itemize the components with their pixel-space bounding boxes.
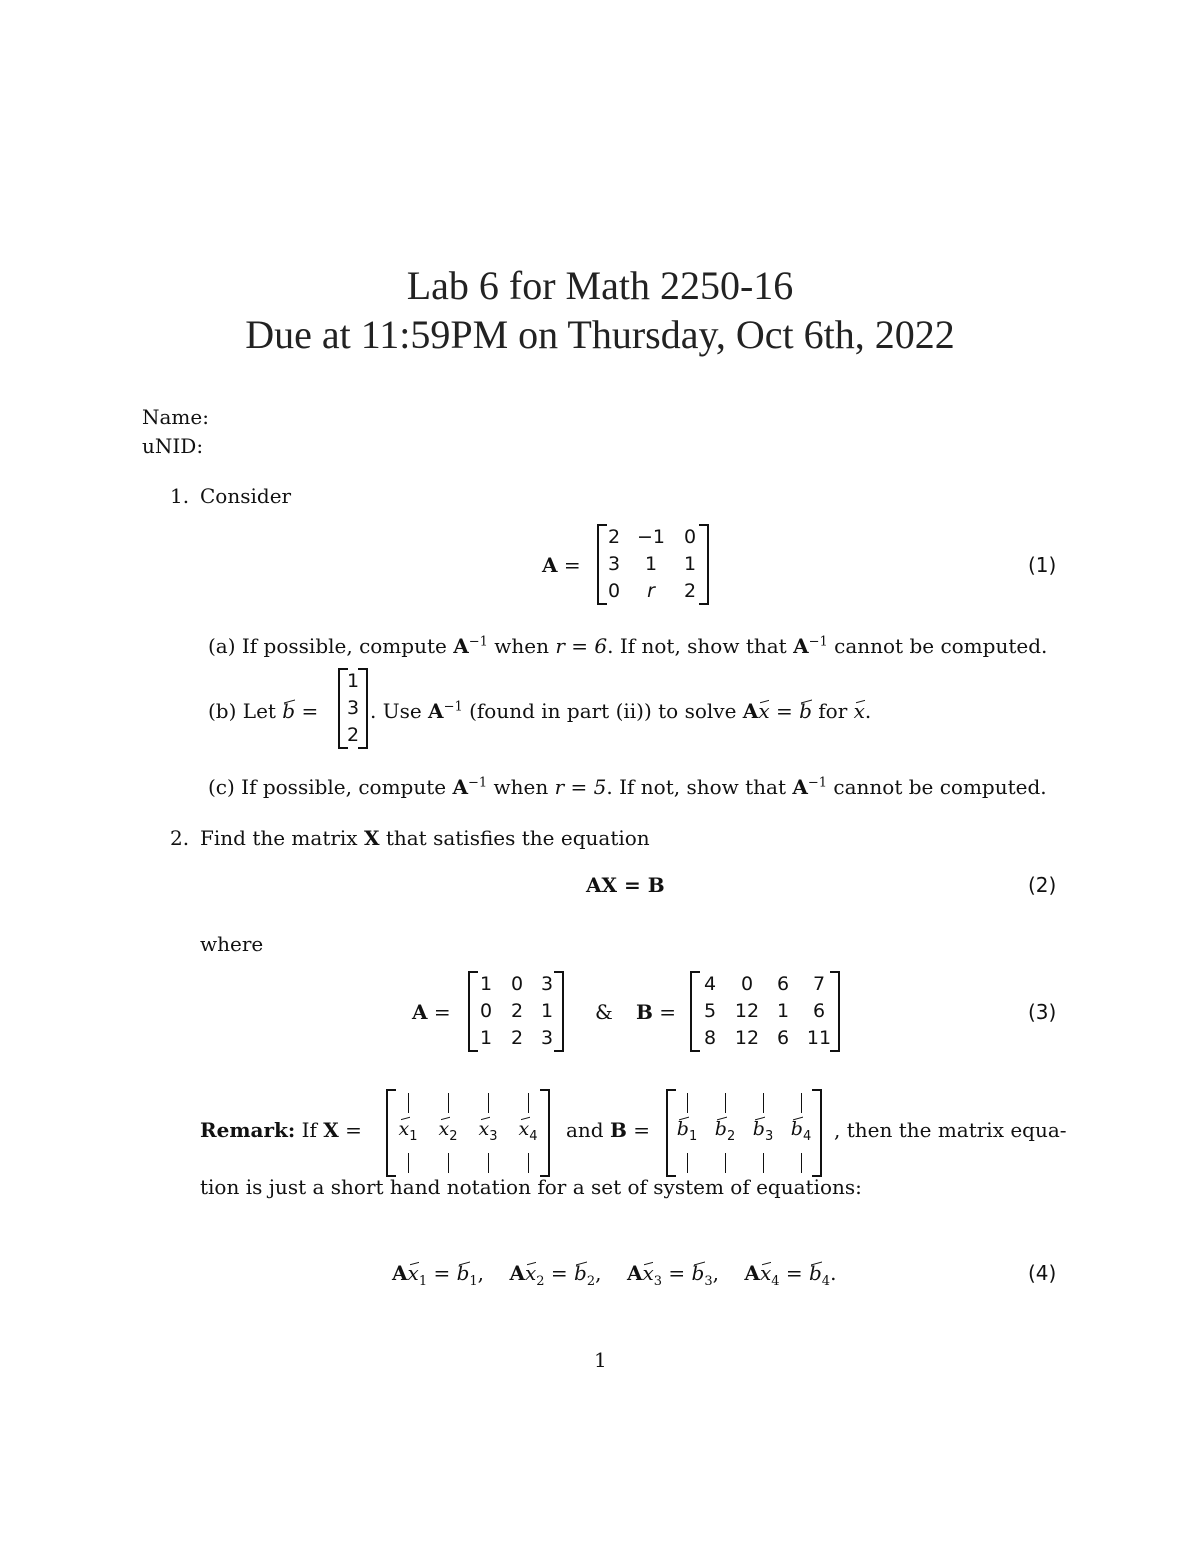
q2-number: 2.	[170, 826, 190, 850]
q2-intro-rest: that satisfies the equation	[385, 826, 650, 850]
part-c-text-1: If possible, compute	[241, 775, 447, 799]
title-line-2: Due at 11:59PM on Thursday, Oct 6th, 2022	[245, 312, 955, 357]
part-a-text-1: If possible, compute	[241, 634, 447, 658]
part-b-rest: . Use $A^{-1}$ (found in part (ii)) to solve Ax = b for x.	[370, 699, 872, 723]
title-line-1: Lab 6 for Math 2250-16	[406, 263, 794, 308]
matrix-cell: 4	[703, 973, 717, 995]
matrix-a-q1	[597, 524, 709, 605]
period: .	[864, 699, 872, 723]
part-a-text-4: cannot be computed.	[834, 634, 1048, 658]
remark-and-text: and	[566, 1118, 604, 1142]
part-a: (a) If possible, compute $A^{-1}$ when r = 6. If not, show that $A^{-1}$ cannot be computed.	[208, 634, 1048, 658]
matrix-b-q2	[690, 971, 840, 1052]
q1-intro: Consider	[200, 484, 292, 508]
matrix-cell: 12	[734, 1027, 760, 1049]
q1-matrix-lhs: A =	[542, 553, 581, 577]
matrix-cell: 8	[703, 1027, 717, 1049]
part-c-condition: r = 5	[554, 775, 607, 799]
q1-number: 1.	[170, 484, 190, 508]
vector-b	[338, 668, 368, 749]
matrix-cell: 3	[607, 553, 621, 575]
equation-number-3: (3)	[1028, 1000, 1057, 1024]
matrix-cell: 3	[540, 1027, 554, 1049]
part-c: (c) If possible, compute $A^{-1}$ when r = 5. If not, show that $A^{-1}$ cannot be computed.	[208, 775, 1047, 799]
vector-cell: 1	[346, 670, 360, 692]
part-b-let: Let	[242, 699, 276, 723]
equation-ax-b: AX = B	[586, 873, 665, 897]
matrix-cell: −1	[636, 526, 665, 548]
matrix-cell: 2	[510, 1027, 524, 1049]
equation-number-1: (1)	[1028, 553, 1057, 577]
matrix-cell: 6	[776, 1027, 790, 1049]
matrix-cell: r	[647, 580, 655, 602]
remark-if: If	[301, 1118, 317, 1142]
where-label: where	[200, 932, 264, 956]
matrix-cell: 6	[812, 1000, 826, 1022]
name-label: Name:	[142, 405, 209, 429]
matrix-cell: 12	[734, 1000, 760, 1022]
matrix-cell: 2	[683, 580, 697, 602]
equals-sign: =	[301, 699, 319, 723]
part-a-text-3: . If not, show that	[607, 634, 787, 658]
part-c-text-3: . If not, show that	[606, 775, 786, 799]
matrix-cell: 0	[607, 580, 621, 602]
matrix-cell: 1	[479, 973, 493, 995]
part-b-text-2: (found in part (ii)) to solve	[469, 699, 737, 723]
page-number: 1	[594, 1348, 607, 1372]
matrix-b-columns: $b_1$ $b_2$ $b_3$ $b_4$	[666, 1089, 822, 1177]
vector-cell: 2	[346, 724, 360, 746]
part-b-label: (b)	[208, 699, 237, 723]
remark-line-2: tion is just a short hand notation for a set of system of equations:	[200, 1175, 862, 1199]
part-a-condition: r = 6	[555, 634, 608, 658]
system-of-equations: $Ax_1 = b_1$, $Ax_2 = b_2$, $Ax_3 = b_3$, $Ax_4 = b_4$.	[392, 1261, 837, 1289]
part-a-label: (a)	[208, 634, 236, 658]
matrix-cell: 7	[812, 973, 826, 995]
equation-number-4: (4)	[1028, 1261, 1057, 1285]
q2-intro-text: Find the matrix	[200, 826, 358, 850]
remark-and: and B =	[566, 1118, 650, 1142]
matrix-cell: 1	[683, 553, 697, 575]
matrix-cell: 0	[510, 973, 524, 995]
q2-x-symbol: X	[363, 826, 380, 850]
part-b-text-1: . Use	[370, 699, 422, 723]
q2-a-lhs: A =	[412, 1000, 451, 1024]
matrix-x-columns: $x_1$ $x_2$ $x_3$ $x_4$	[386, 1089, 550, 1177]
matrix-cell: 2	[607, 526, 621, 548]
part-b-text-3: for	[818, 699, 848, 723]
vector-cell: 3	[346, 697, 360, 719]
matrix-cell: 1	[540, 1000, 554, 1022]
matrix-cell: 1	[479, 1027, 493, 1049]
part-a-text-2: when	[494, 634, 549, 658]
part-c-label: (c)	[208, 775, 235, 799]
matrix-cell: 0	[479, 1000, 493, 1022]
matrix-cell: 6	[776, 973, 790, 995]
part-b-lead: (b) Let b =	[208, 699, 319, 723]
matrix-cell: 0	[740, 973, 754, 995]
ampersand: &	[595, 1000, 613, 1024]
matrix-cell: 11	[806, 1027, 832, 1049]
unid-label: uNID:	[142, 434, 204, 458]
remark-then: , then the matrix equa-	[834, 1118, 1067, 1142]
matrix-cell: 1	[644, 553, 658, 575]
equation-number-2: (2)	[1028, 873, 1057, 897]
matrix-cell: 0	[683, 526, 697, 548]
matrix-cell: 3	[540, 973, 554, 995]
matrix-cell: 5	[703, 1000, 717, 1022]
q2-intro	[200, 826, 650, 850]
part-c-text-2: when	[493, 775, 549, 799]
part-c-text-4: cannot be computed.	[833, 775, 1047, 799]
matrix-a-q2	[468, 971, 564, 1052]
matrix-cell: 2	[510, 1000, 524, 1022]
matrix-cell: 1	[776, 1000, 790, 1022]
remark-label: Remark:	[200, 1118, 296, 1142]
remark-lead: Remark: If X =	[200, 1118, 362, 1142]
q2-b-lhs: B =	[636, 1000, 677, 1024]
